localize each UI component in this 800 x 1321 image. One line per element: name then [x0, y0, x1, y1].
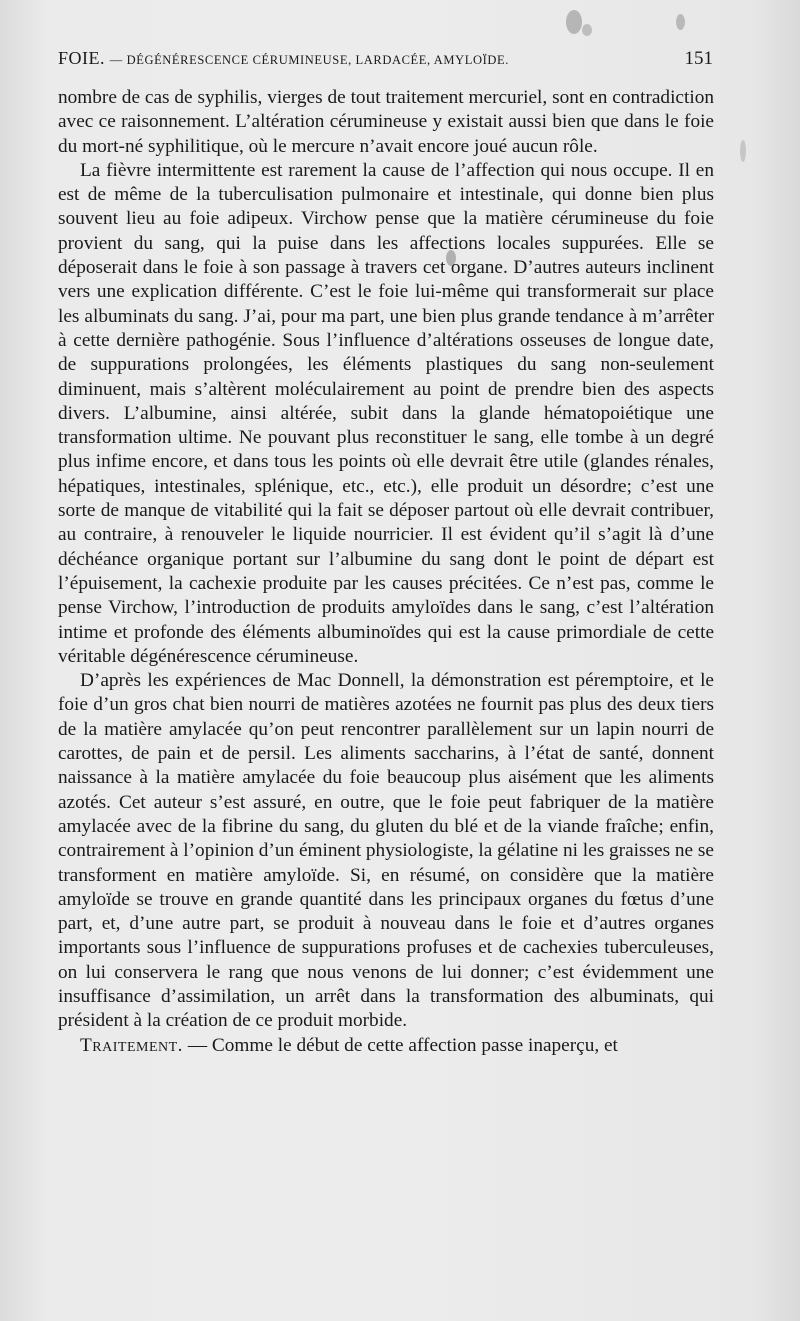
running-title-main: FOIE.	[58, 48, 105, 68]
ink-stain	[676, 14, 685, 30]
ink-stain	[740, 140, 746, 162]
body-text	[58, 86, 714, 1058]
running-header	[58, 48, 713, 74]
paragraph-text: — Comme le début de cette affection passe inaperçu, et	[187, 1034, 618, 1056]
paragraph: La fièvre intermittente est rarement la cause de l’affection qui nous occupe. Il en est de même de la tuberculisation pulmonaire et intestinale, qui donne bien plus souvent lieu au foie adipeux. Virchow pense que la matière cérumineuse du foie provient du sang, qui la puise dans les affections locales suppurées. Elle se déposerait dans le foie à son passage à travers cet organe. D’autres auteurs inclinent vers une explication différente. C’est le foie lui-même qui transformerait sur place les albuminats du sang. J’ai, pour ma part, une bien plus grande tendance à m’arrêter à cette dernière pathogénie. Sous l’influence d’altérations osseuses de longue date, de suppurations prolongées, les éléments plastiques du sang non-seulement diminuent, mais s’altèrent moléculairement au point de prendre bien des aspects divers. L’albumine, ainsi altérée, subit dans la glande hématopoiétique une transformation ultime. Ne pouvant plus reconstituer le sang, elle tombe à un degré plus infime encore, et dans tous les points où elle devrait être utile (glandes rénales, hépatiques, intestinales, splénique, etc., etc.), elle produit un désordre; c’est une sorte de manque de vitabilité qui la fait se déposer partout où elle devrait contribuer, au contraire, à renouveler le liquide nourricier. Il est évident qu’il s’agit là d’une déchéance organique portant sur l’albumine du sang dont le point de départ est l’épuisement, la cachexie produite par les causes précitées. Ce n’est pas, comme le pense Virchow, l’introduction de produits amyloïdes dans le sang, c’est l’altération intime et profonde des éléments albuminoïdes qui est la cause primordiale de cette véritable dégénérescence cérumineuse.	[58, 159, 714, 667]
running-title	[58, 48, 509, 69]
paragraph: D’après les expériences de Mac Donnell, la démonstration est péremptoire, et le foie d’un gros chat bien nourri de matières azotées ne fournit pas plus des deux tiers de la matière amylacée qu’on peut rencontrer parallèlement sur un lapin nourri de carottes, de pain et de persil. Les aliments saccharins, à l’état de santé, donnent naissance à la matière amylacée du foie beaucoup plus aisément que les aliments azotés. Cet auteur s’est assuré, en outre, que le foie peut fabriquer de la matière amylacée avec de la fibrine du sang, du gluten du blé et de la viande fraîche; enfin, contrairement à l’opinion d’un éminent physiologiste, la gélatine ni les graisses ne se transforment en matière amyloïde. Si, en résumé, on considère que la matière amyloïde se trouve en grande quantité dans les principaux organes du fœtus d’une part, et, d’une autre part, se produit à nouveau dans le foie et d’autres organes importants sous l’influence de suppurations profuses et de cachexies tuberculeuses, on lui conservera le rang que nous venons de lui donner; c’est évidemment une insuffisance d’assimilation, un arrêt dans la transformation des albuminats, qui président à la création de ce produit morbide.	[58, 670, 714, 1032]
page-number: 151	[684, 48, 713, 69]
ink-stain	[566, 10, 582, 34]
running-title-sub: — DÉGÉNÉRESCENCE CÉRUMINEUSE, LARDACÉE, AMYLOÏDE.	[109, 53, 509, 67]
ink-stain	[582, 24, 592, 36]
paragraph	[58, 1034, 714, 1058]
paragraph: nombre de cas de syphilis, vierges de tout traitement mercuriel, sont en contradiction avec ce raisonnement. L’altération cérumineuse y existait aussi bien que dans le foie du mort-né syphilitique, où le mercure n’avait encore joué aucun rôle.	[58, 87, 714, 157]
section-heading: Traitement.	[80, 1034, 183, 1056]
